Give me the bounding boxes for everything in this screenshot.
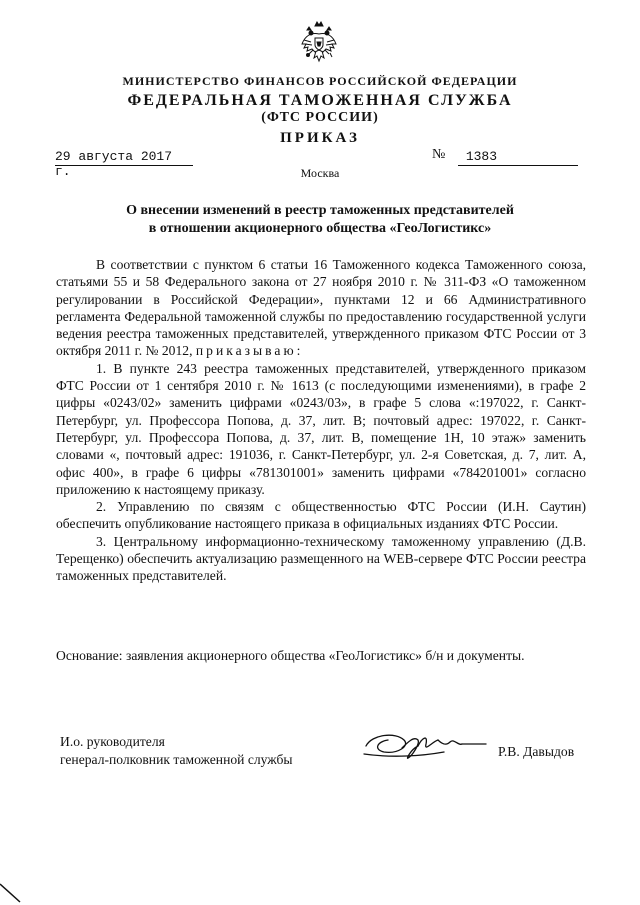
preamble-text: В соответствии с пунктом 6 статьи 16 Таможенного кодекса Таможенного союза, статьями 55 и 58 Федерального закона от 27 ноября 2010 г. № 311-ФЗ «О таможенном регулировании в Российской Федерации», пунктами 12 и 66 Административного регламента Федеральной таможенной службы по предоставлению государственной услуги ведения реестра таможенных представителей, утвержденного приказом ФТС России от 3 октября 2011 г. № 2012, [56,257,586,359]
signer-name: Р.В. Давыдов [498,744,575,759]
ministry-name: МИНИСТЕРСТВО ФИНАНСОВ РОССИЙСКОЙ ФЕДЕРАЦИИ [122,74,518,88]
service-name: ФЕДЕРАЛЬНАЯ ТАМОЖЕННАЯ СЛУЖБА [127,92,513,109]
order-number-value: 1383 [465,149,498,164]
signatory-position-line-1: И.о. руководителя [60,734,165,749]
order-item-3: 3. Центральному информационно-техническому таможенному управлению (Д.В. Терещенко) обеспечить актуализацию размещенного на WEB-сервере ФТС России реестра таможенных представителей. [56,533,586,584]
corner-fold-mark [0,880,22,904]
order-number-label: № [432,147,446,162]
order-number [458,149,578,166]
order-item-1: 1. В пункте 243 реестра таможенных представителей, утвержденного приказом ФТС России от 1 сентября 2010 г. № 1613 (с последующими изменениями), в графе 2 цифры «0243/02» заменить цифрами «0243/03», в графе 5 слова «:197022, г. Санкт-Петербург, ул. Профессора Попова, д. 37, лит. В; почтовый адрес: 197022, г. Санкт-Петербург, ул. Профессора Попова, д. 37, лит. В, помещение 1Н, 10 этаж» заменить словами «, почтовый адрес: 191036, г. Санкт-Петербург, ул. 2-я Советская, д. 7, лит. А, офис 400», в графе 6 цифры «781301001» заменить цифрами «784201001» согласно приложению к настоящему приказу. [56,360,586,497]
signatory-position-line-2: генерал-полковник таможенной службы [60,752,293,767]
command-word: приказываю: [195,343,304,359]
preamble-paragraph [56,256,586,360]
subject-line-1: О внесении изменений в реестр таможенных представителей [126,203,514,218]
subject-line-2: в отношении акционерного общества «ГеоЛогистикс» [148,221,492,236]
basis-paragraph: Основание: заявления акционерного общества «ГеоЛогистикс» б/н и документы. [56,648,525,663]
service-abbreviation: (ФТС РОССИИ) [261,110,379,125]
city: Москва [300,166,340,180]
document-type: ПРИКАЗ [280,130,360,146]
coat-of-arms-icon [299,20,339,64]
order-body [56,256,586,585]
order-subject [80,202,560,238]
order-date: 29 августа 2017 г. [55,149,193,166]
signatory-position [60,733,293,769]
handwritten-signature-icon [362,728,492,764]
order-item-2: 2. Управлению по связям с общественностью ФТС России (И.Н. Саутин) обеспечить опубликование настоящего приказа в официальных изданиях ФТС России. [56,499,586,532]
